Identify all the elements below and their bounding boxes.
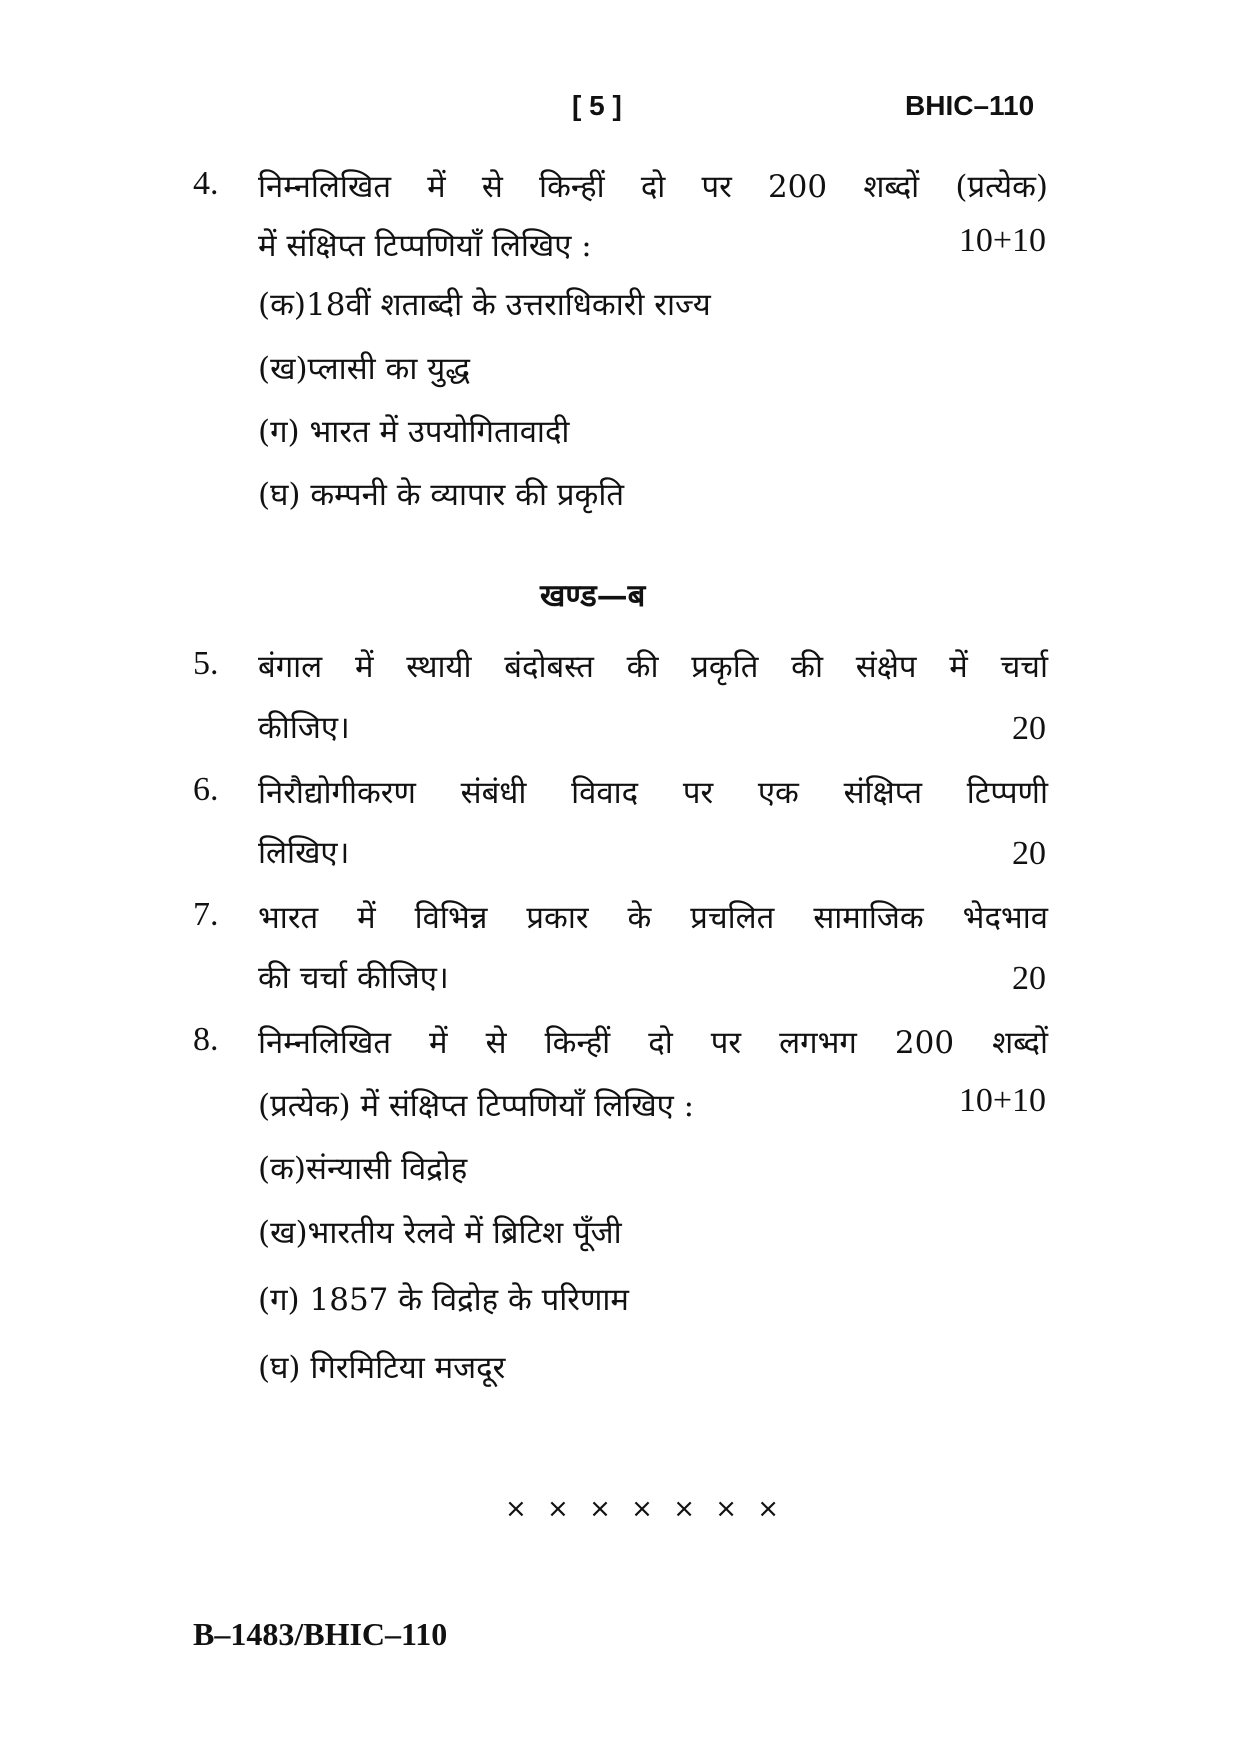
question-8-option-ka: (क)संन्यासी विद्रोह xyxy=(258,1151,468,1187)
question-8-option-gha: (घ) गिरमिटिया मजदूर xyxy=(258,1350,506,1386)
question-8-marks: 10+10 xyxy=(958,1082,1046,1119)
question-4-number: 4. xyxy=(193,165,219,202)
question-5-line-1: बंगाल में स्थायी बंदोबस्त की प्रकृति की संक्षेप में चर्चा xyxy=(258,649,1048,685)
question-7-number: 7. xyxy=(193,896,219,933)
question-4-option-gha: (घ) कम्पनी के व्यापार की प्रकृति xyxy=(258,477,625,513)
question-6-number: 6. xyxy=(193,771,219,808)
question-7-line-1: भारत में विभिन्न प्रकार के प्रचलित सामाजिक भेदभाव xyxy=(258,900,1048,936)
question-5-number: 5. xyxy=(193,645,219,682)
question-5-marks: 20 xyxy=(1012,710,1046,747)
course-code-header: BHIC–110 xyxy=(905,90,1035,121)
paper-code-footer: B–1483/BHIC–110 xyxy=(193,1616,448,1652)
question-7-marks: 20 xyxy=(1012,960,1046,997)
question-4-option-ka: (क)18वीं शताब्दी के उत्तराधिकारी राज्य xyxy=(258,287,711,323)
question-4-marks: 10+10 xyxy=(958,222,1046,259)
question-8-line-2: (प्रत्येक) में संक्षिप्त टिप्पणियाँ लिखिए : xyxy=(258,1088,695,1124)
question-6-line-2: लिखिए। xyxy=(258,835,350,871)
question-4-line-2: में संक्षिप्त टिप्पणियाँ लिखिए : xyxy=(258,228,592,264)
question-5-line-2: कीजिए। xyxy=(258,710,350,746)
question-8-number: 8. xyxy=(193,1021,219,1058)
question-4-line-1: निम्नलिखित में से किन्हीं दो पर 200 शब्दों (प्रत्येक) xyxy=(258,169,1048,205)
question-4-option-kha: (ख)प्लासी का युद्ध xyxy=(258,351,470,387)
question-8-option-kha: (ख)भारतीय रेलवे में ब्रिटिश पूँजी xyxy=(258,1215,622,1251)
end-of-paper-marker: × × × × × × × xyxy=(505,1494,786,1524)
question-8-line-1: निम्नलिखित में से किन्हीं दो पर लगभग 200 शब्दों xyxy=(258,1025,1048,1061)
question-6-line-1: निरौद्योगीकरण संबंधी विवाद पर एक संक्षिप्त टिप्पणी xyxy=(258,775,1048,811)
section-b-title: खण्ड—ब xyxy=(540,578,646,614)
page-number: [ 5 ] xyxy=(572,90,622,121)
question-8-option-ga: (ग) 1857 के विद्रोह के परिणाम xyxy=(258,1282,629,1318)
question-4-option-ga: (ग) भारत में उपयोगितावादी xyxy=(258,414,570,450)
question-7-line-2: की चर्चा कीजिए। xyxy=(258,960,449,996)
question-6-marks: 20 xyxy=(1012,835,1046,872)
